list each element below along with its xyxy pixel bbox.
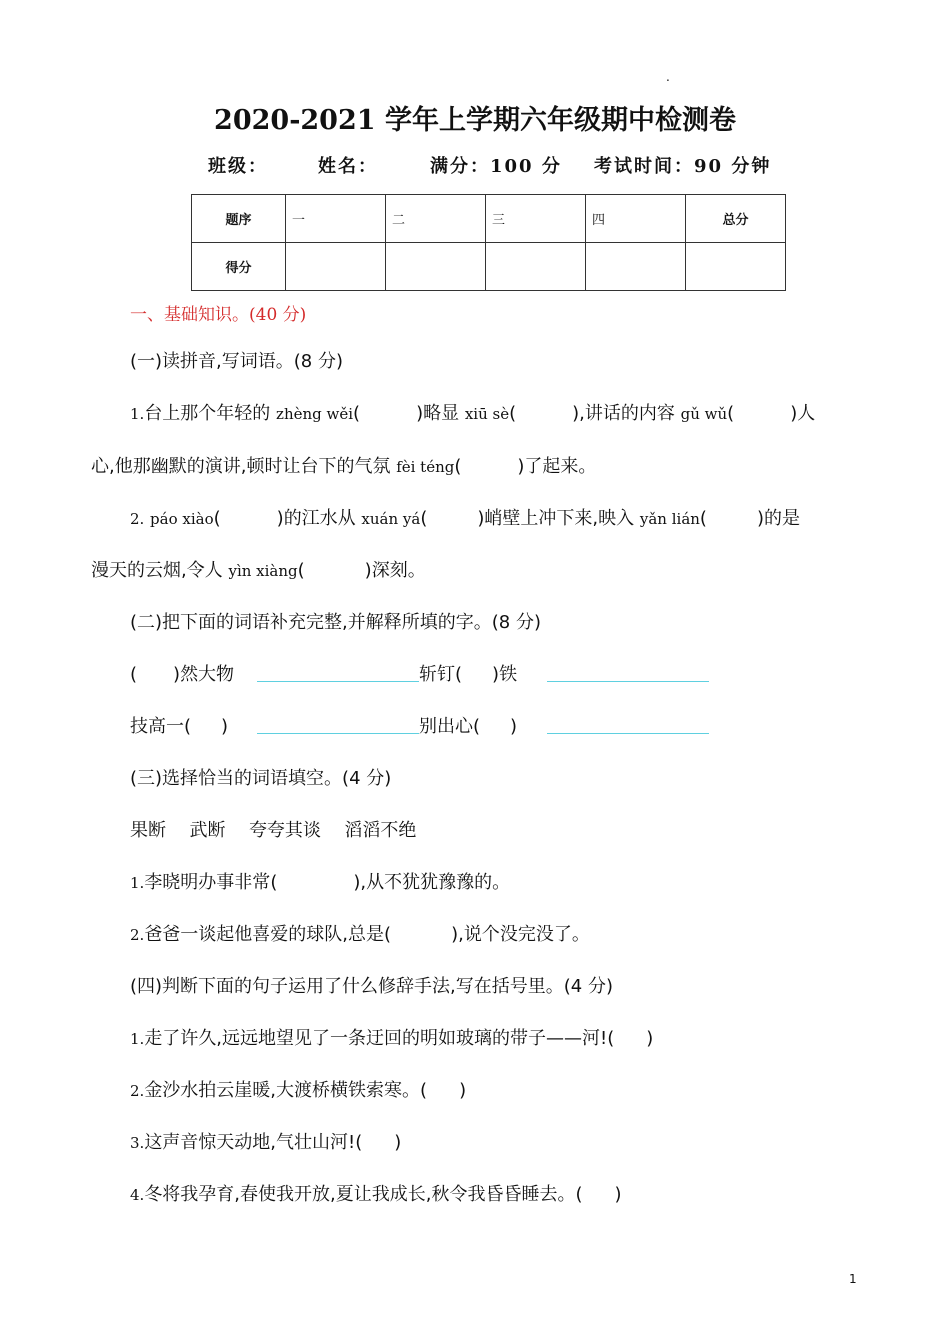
- page-title: 2020-2021 学年上学期六年级期中检测卷: [214, 105, 736, 136]
- question-number: 1.: [130, 405, 145, 423]
- score-table: [191, 194, 786, 291]
- question-line: 1.李晓明办事非常( ),从不犹犹豫豫的。: [130, 872, 511, 893]
- table-cell: 三: [486, 195, 586, 243]
- question-line: 4.冬将我孕育,春使我开放,夏让我成长,秋令我昏昏睡去。( ): [130, 1184, 622, 1205]
- part-title: (三)选择恰当的词语填空。(4 分): [130, 768, 392, 789]
- class-label: 班级：: [208, 156, 268, 177]
- question-number: 1.: [130, 1030, 145, 1048]
- pinyin: fèi téng: [396, 458, 455, 476]
- question-text: 略显: [423, 403, 460, 424]
- answer-underline[interactable]: [547, 733, 709, 734]
- question-line: 别出心( ): [419, 716, 518, 737]
- question-line: 1.走了许久,远远地望见了一条迂回的明如玻璃的带子——河!( ): [130, 1028, 654, 1049]
- question-text: 了起来。: [524, 456, 597, 477]
- question-number: 2.: [130, 1082, 145, 1100]
- idiom-text: 铁: [499, 664, 518, 685]
- question-number: 4.: [130, 1186, 145, 1204]
- word-option: 果断: [130, 820, 166, 841]
- question-text: 走了许久,远远地望见了一条迂回的明如玻璃的带子——河!: [144, 1028, 608, 1049]
- question-number: 3.: [130, 1134, 145, 1152]
- question-line: 斩钉( )铁: [419, 664, 518, 685]
- question-number: 2.: [130, 926, 145, 944]
- pinyin: páo xiào: [150, 510, 214, 528]
- pinyin: xiū sè: [464, 405, 510, 423]
- idiom-text: 别出心: [419, 716, 473, 737]
- pinyin: yǎn lián: [639, 510, 700, 528]
- pinyin: gǔ wǔ: [680, 405, 728, 423]
- question-text: ,讲话的内容: [579, 403, 675, 424]
- question-text: 的江水从: [283, 508, 356, 529]
- question-line: 3.这声音惊天动地,气壮山河!( ): [130, 1132, 402, 1153]
- question-text: 的是: [763, 508, 800, 529]
- question-line: 心,他那幽默的演讲,顿时让台下的气氛 fèi téng( )了起来。: [91, 456, 597, 477]
- table-cell: 总分: [686, 195, 786, 243]
- table-cell: 题序: [192, 195, 286, 243]
- word-bank: [130, 816, 416, 842]
- table-cell: [386, 243, 486, 291]
- pinyin: xuán yá: [361, 510, 421, 528]
- idiom-text: 斩钉: [419, 664, 455, 685]
- question-line: 2.金沙水拍云崖暖,大渡桥横铁索寒。( ): [130, 1080, 467, 1101]
- question-line: 2.爸爸一谈起他喜爱的球队,总是( ),说个没完没了。: [130, 924, 590, 945]
- question-text: 漫天的云烟,令人: [91, 560, 223, 581]
- question-text: 心,他那幽默的演讲,顿时让台下的气氛: [91, 456, 391, 477]
- part-title: (一)读拼音,写词语。(8 分): [130, 351, 343, 372]
- table-cell: 得分: [192, 243, 286, 291]
- idiom-text: 然大物: [180, 664, 235, 685]
- table-cell: 二: [386, 195, 486, 243]
- idiom-text: 技高一: [130, 716, 184, 737]
- answer-underline[interactable]: [257, 681, 419, 682]
- question-line: 技高一( ): [130, 716, 229, 737]
- page-number: 1: [849, 1272, 857, 1286]
- table-cell: 四: [586, 195, 686, 243]
- table-cell: [586, 243, 686, 291]
- question-text: 深刻。: [371, 560, 426, 581]
- question-text: 爸爸一谈起他喜爱的球队,总是: [144, 924, 385, 945]
- table-row: [192, 243, 786, 291]
- answer-underline[interactable]: [257, 733, 419, 734]
- question-text: 台上那个年轻的: [144, 403, 271, 424]
- question-line: 漫天的云烟,令人 yìn xiàng( )深刻。: [91, 560, 426, 581]
- question-number: 1.: [130, 874, 145, 892]
- question-text: ,从不犹犹豫豫的。: [360, 872, 511, 893]
- question-line: 1.台上那个年轻的 zhèng wěi( )略显 xiū sè( ),讲话的内容 gǔ wǔ( )人: [130, 403, 816, 424]
- question-text: 人: [797, 403, 816, 424]
- pinyin: yìn xiàng: [228, 562, 298, 580]
- pinyin: zhèng wěi: [276, 405, 354, 423]
- table-cell: [286, 243, 386, 291]
- table-cell: 一: [286, 195, 386, 243]
- name-label: 姓名：: [318, 156, 378, 177]
- answer-underline[interactable]: [547, 681, 709, 682]
- part-title: (四)判断下面的句子运用了什么修辞手法,写在括号里。(4 分): [130, 976, 613, 997]
- question-line: ( )然大物: [130, 664, 235, 685]
- question-text: 李晓明办事非常: [144, 872, 271, 893]
- question-line: 2. páo xiào( )的江水从 xuán yá( )峭壁上冲下来,映入 yǎn lián( )的是: [130, 508, 800, 529]
- header-dot: .: [666, 70, 670, 84]
- word-option: 夸夸其谈: [248, 820, 321, 841]
- table-row: [192, 195, 786, 243]
- part-title: (二)把下面的词语补充完整,并解释所填的字。(8 分): [130, 612, 541, 633]
- word-option: 武断: [189, 820, 226, 841]
- exam-time: 考试时间：90 分钟: [594, 156, 772, 177]
- question-number: 2.: [130, 510, 145, 528]
- question-text: ,说个没完没了。: [458, 924, 590, 945]
- question-text: 这声音惊天动地,气壮山河!: [144, 1132, 356, 1153]
- section-title: 一、基础知识。(40 分): [130, 305, 307, 325]
- question-text: 冬将我孕育,春使我开放,夏让我成长,秋令我昏昏睡去。: [144, 1184, 576, 1205]
- table-cell: [486, 243, 586, 291]
- word-option: 滔滔不绝: [344, 820, 417, 841]
- question-text: 峭壁上冲下来,映入: [484, 508, 635, 529]
- question-text: 金沙水拍云崖暖,大渡桥横铁索寒。: [144, 1080, 421, 1101]
- table-cell: [686, 243, 786, 291]
- full-score: 满分：100 分: [430, 156, 562, 177]
